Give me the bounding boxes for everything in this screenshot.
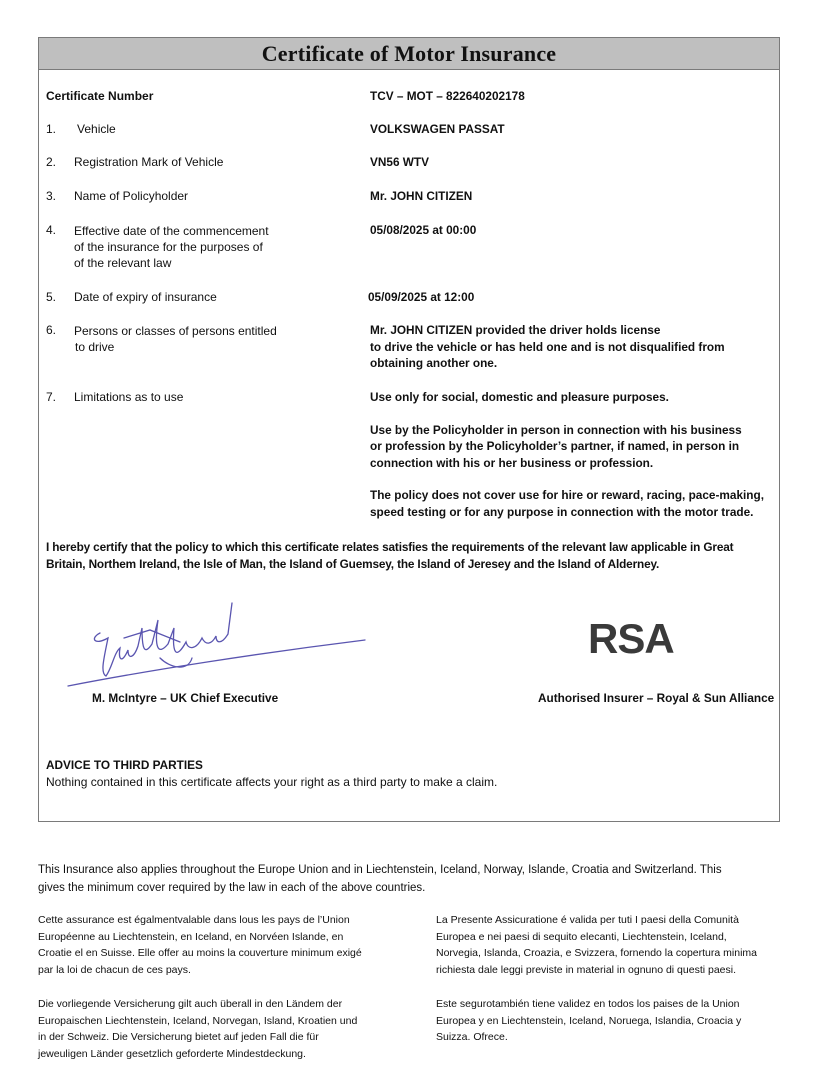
certification-statement — [46, 539, 776, 573]
vehicle-label: Vehicle — [77, 122, 116, 136]
limitation-line: or profession by the Policyholder’s partner, if named, in person in — [370, 439, 740, 453]
value-line: to drive the vehicle or has held one and is not disqualified from — [370, 339, 725, 354]
limitation-line: connection with his or her business or profession. — [370, 455, 654, 470]
limitations-value — [370, 389, 764, 520]
registration-label: Registration Mark of Vehicle — [74, 155, 224, 169]
item-number: 2. — [46, 155, 57, 169]
label-line: of the insurance for the purposes of — [74, 240, 263, 254]
limitation-line: speed testing or for any purpose in connection with the motor trade. — [370, 504, 754, 519]
expiry-label: Date of expiry of insurance — [74, 290, 217, 304]
footer-line: Europea e nei paesi di sequito elecanti, Liechtenstein, Iceland, — [436, 930, 727, 943]
certificate-number-value: TCV – MOT – 822640202178 — [370, 89, 525, 103]
advice-text: Nothing contained in this certificate affects your right as a third party to make a claim. — [46, 775, 498, 789]
insurer-caption: Authorised Insurer – Royal & Sun Alliance — [538, 691, 775, 705]
footer-line: Norvegia, Islanda, Croazia, e Svizzera, fornendo la copertura minima — [436, 947, 757, 959]
label-line: of the relevant law — [74, 256, 172, 270]
footer-line: jeweuligen Länder gesetzlich geforderte Mindestdeckung. — [38, 1047, 306, 1060]
item-number: 7. — [46, 390, 57, 404]
item-number: 1. — [46, 122, 57, 136]
limitation-line: Use by the Policyholder in person in connection with his business — [370, 422, 742, 437]
signatory-caption: M. McIntyre – UK Chief Executive — [92, 691, 279, 705]
footer-line: Croatie el en Suisse. Elle offer au moins la couverture minimum exigé — [38, 947, 362, 959]
persons-entitled-value — [370, 322, 725, 372]
footer-line: This Insurance also applies throughout the Europe Union and in Liechtenstein, Iceland, Norway, Islande, Croatia and Switzerland. This — [38, 864, 722, 876]
expiry-value: 05/09/2025 at 12:00 — [368, 290, 475, 304]
footer-line: par la loi de chacun de ces pays. — [38, 963, 191, 976]
item-number: 5. — [46, 290, 57, 304]
item-number: 3. — [46, 189, 57, 203]
label-line: to drive — [75, 340, 115, 354]
rsa-logo-text: RSA — [588, 615, 674, 662]
commencement-label — [74, 223, 269, 271]
value-line: Mr. JOHN CITIZEN provided the driver holds license — [370, 323, 661, 337]
footer-spanish — [436, 996, 826, 1046]
registration-value: VN56 WTV — [370, 155, 429, 169]
limitations-label: Limitations as to use — [74, 390, 184, 404]
persons-entitled-label — [74, 323, 277, 355]
footer-italian — [436, 912, 826, 978]
policyholder-label: Name of Policyholder — [74, 189, 189, 203]
footer-line: Suizza. Ofrece. — [436, 1031, 508, 1043]
value-line: obtaining another one. — [370, 356, 498, 370]
vehicle-value: VOLKSWAGEN PASSAT — [370, 122, 505, 136]
policyholder-value: Mr. JOHN CITIZEN — [370, 189, 473, 203]
label-line: Effective date of the commencement — [74, 224, 269, 238]
item-number: 6. — [46, 323, 57, 337]
commencement-value: 05/08/2025 at 00:00 — [370, 223, 477, 237]
footer-line: Este segurotambién tiene validez en todos los paises de la Union — [436, 998, 740, 1010]
certify-line: I hereby certify that the policy to which this certificate relates satisfies the requirements of the relevant law applicable in Great — [46, 540, 734, 554]
item-number: 4. — [46, 223, 57, 237]
advice-title: ADVICE TO THIRD PARTIES — [46, 758, 203, 772]
limitation-line: Use only for social, domestic and pleasure purposes. — [370, 390, 669, 404]
footer-line: Die vorliegende Versicherung gilt auch überall in den Ländem der — [38, 998, 343, 1010]
certificate-title: Certificate of Motor Insurance — [261, 40, 557, 66]
rsa-sun-logo-icon — [680, 596, 732, 648]
footer-line: gives the minimum cover required by the law in each of the above countries. — [38, 882, 426, 894]
footer-line: richiesta dale leggi previste in material in ognuno di questi paesi. — [436, 963, 737, 976]
footer-line: Cette assurance est égalmentvalable dans lous les pays de l’Union — [38, 914, 350, 926]
limitation-line: The policy does not cover use for hire or reward, racing, pace-making, — [370, 488, 764, 502]
footer-english — [38, 861, 798, 897]
signature-image — [60, 598, 380, 693]
footer-line: in der Schweiz. Die Versicherung bietet auf jeden Fall die für — [38, 1031, 319, 1043]
footer-line: Europea y en Liechtenstein, Iceland, Noruega, Islandia, Croacia y — [436, 1014, 742, 1027]
footer-french — [38, 912, 418, 978]
label-line: Persons or classes of persons entitled — [74, 324, 277, 338]
certificate-number-label: Certificate Number — [46, 89, 154, 103]
certify-line: Britain, Northem Ireland, the Isle of Man, the Island of Guemsey, the Island of Jeresey and the Island of Alderney. — [46, 557, 660, 571]
footer-line: Européenne au Liechtenstein, en Iceland, en Norvéen Islande, en — [38, 930, 344, 943]
certificate-header — [39, 38, 779, 70]
footer-german — [38, 996, 418, 1062]
footer-line: La Presente Assicuratione é valida per tuti I paesi della Comunità — [436, 914, 739, 926]
footer-line: Europaischen Liechtenstein, Iceland, Norvegan, Island, Kroatien und — [38, 1014, 358, 1027]
